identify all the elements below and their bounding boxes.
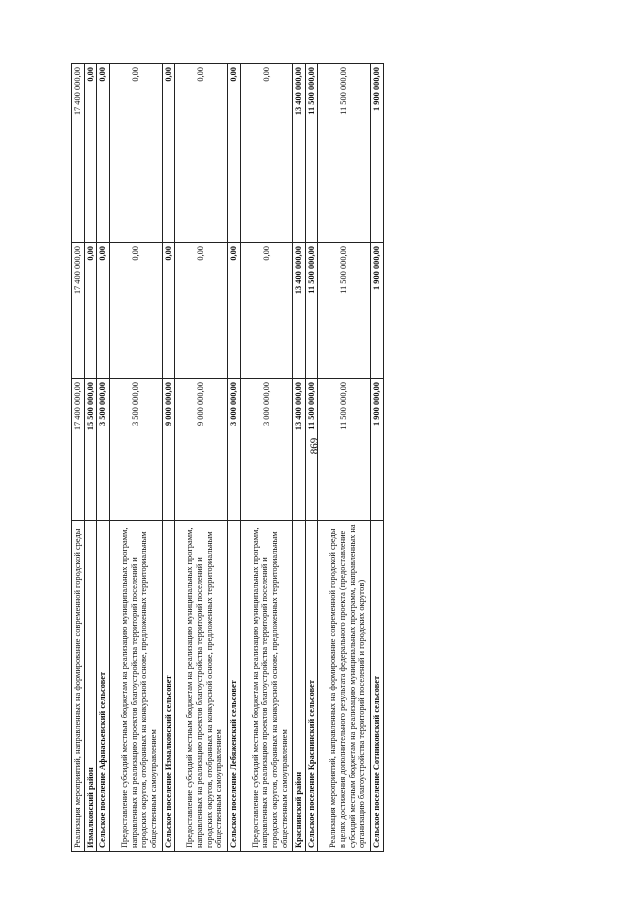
amount-cell-3: 0,00 xyxy=(227,64,240,243)
amount-cell-2: 0,00 xyxy=(109,243,162,379)
amount-cell-2: 0,00 xyxy=(84,243,97,379)
amount-cell-3: 17 400 000,00 xyxy=(72,64,85,243)
amount-cell-1: 11 500 000,00 xyxy=(318,379,371,521)
amount-cell-3: 0,00 xyxy=(162,64,175,243)
amount-cell-1: 9 000 000,00 xyxy=(162,379,175,521)
amount-cell-2: 0,00 xyxy=(175,243,228,379)
amount-cell-1: 3 000 000,00 xyxy=(227,379,240,521)
row-label-cell: Предоставление субсидий местным бюджетам на реализацию муниципальных программ, направленных на реализацию проектов благоустройства территорий поселений и городских округов, отобранных на конкурсной основе, предложенных территориальным общественным самоуправлением xyxy=(109,521,162,852)
budget-table-body xyxy=(72,64,384,852)
amount-cell-3: 0,00 xyxy=(84,64,97,243)
row-label-cell: Сельское поселение Сотниковский сельсовет xyxy=(371,521,384,852)
amount-cell-1: 11 500 000,00 xyxy=(305,379,318,521)
table-row xyxy=(227,64,240,852)
row-label-cell: Сельское поселение Афанасьевский сельсовет xyxy=(97,521,110,852)
row-label-cell: Реализация мероприятий, направленных на формирование современной городской среды в целях достижения дополнительного результата федерального проекта (предоставление субсидий местным бюджетам на реализацию муниципальных программ, направленных на организацию благоустройства территорий поселений и городских округов) xyxy=(318,521,371,852)
table-row xyxy=(175,64,228,852)
amount-cell-2: 17 400 000,00 xyxy=(72,243,85,379)
row-label-cell: Предоставление субсидий местным бюджетам на реализацию муниципальных программ, направленных на реализацию проектов благоустройства территорий поселений и городских округов, отобранных на конкурсной основе, предложенных территориальным общественным самоуправлением xyxy=(175,521,228,852)
amount-cell-2: 11 500 000,00 xyxy=(318,243,371,379)
table-row xyxy=(318,64,371,852)
table-row xyxy=(72,64,85,852)
amount-cell-1: 17 400 000,00 xyxy=(72,379,85,521)
amount-cell-3: 13 400 000,00 xyxy=(293,64,306,243)
amount-cell-3: 0,00 xyxy=(97,64,110,243)
table-row xyxy=(162,64,175,852)
table-row xyxy=(293,64,306,852)
amount-cell-3: 1 900 000,00 xyxy=(371,64,384,243)
amount-cell-3: 0,00 xyxy=(109,64,162,243)
row-label-cell: Предоставление субсидий местным бюджетам на реализацию муниципальных программ, направленных на реализацию проектов благоустройства территорий поселений и городских округов, отобранных на конкурсной основе, предложенных территориальным общественным самоуправлением xyxy=(240,521,293,852)
row-label-cell: Сельское поселение Измалковский сельсовет xyxy=(162,521,175,852)
table-row xyxy=(305,64,318,852)
amount-cell-2: 0,00 xyxy=(227,243,240,379)
amount-cell-1: 3 500 000,00 xyxy=(97,379,110,521)
amount-cell-2: 11 500 000,00 xyxy=(305,243,318,379)
amount-cell-2: 0,00 xyxy=(97,243,110,379)
amount-cell-1: 3 000 000,00 xyxy=(240,379,293,521)
amount-cell-2: 1 900 000,00 xyxy=(371,243,384,379)
amount-cell-1: 13 400 000,00 xyxy=(293,379,306,521)
table-row xyxy=(97,64,110,852)
amount-cell-2: 0,00 xyxy=(162,243,175,379)
table-row xyxy=(371,64,384,852)
amount-cell-3: 0,00 xyxy=(175,64,228,243)
row-label-cell: Сельское поселение Лебяженский сельсовет xyxy=(227,521,240,852)
table-row xyxy=(84,64,97,852)
row-label-cell: Сельское поселение Краснинский сельсовет xyxy=(305,521,318,852)
amount-cell-1: 9 000 000,00 xyxy=(175,379,228,521)
amount-cell-1: 15 500 000,00 xyxy=(84,379,97,521)
amount-cell-2: 0,00 xyxy=(240,243,293,379)
row-label-cell: Реализация мероприятий, направленных на формирование современной городской среды xyxy=(72,521,85,852)
table-row xyxy=(109,64,162,852)
table-row xyxy=(240,64,293,852)
amount-cell-1: 3 500 000,00 xyxy=(109,379,162,521)
budget-table xyxy=(71,63,384,852)
amount-cell-2: 13 400 000,00 xyxy=(293,243,306,379)
amount-cell-3: 11 500 000,00 xyxy=(318,64,371,243)
amount-cell-3: 11 500 000,00 xyxy=(305,64,318,243)
row-label-cell: Краснинский район xyxy=(293,521,306,852)
amount-cell-1: 1 900 000,00 xyxy=(371,379,384,521)
rotated-budget-table-container xyxy=(71,64,554,852)
page-number: 869 xyxy=(308,437,321,455)
amount-cell-3: 0,00 xyxy=(240,64,293,243)
row-label-cell: Измалковский район xyxy=(84,521,97,852)
